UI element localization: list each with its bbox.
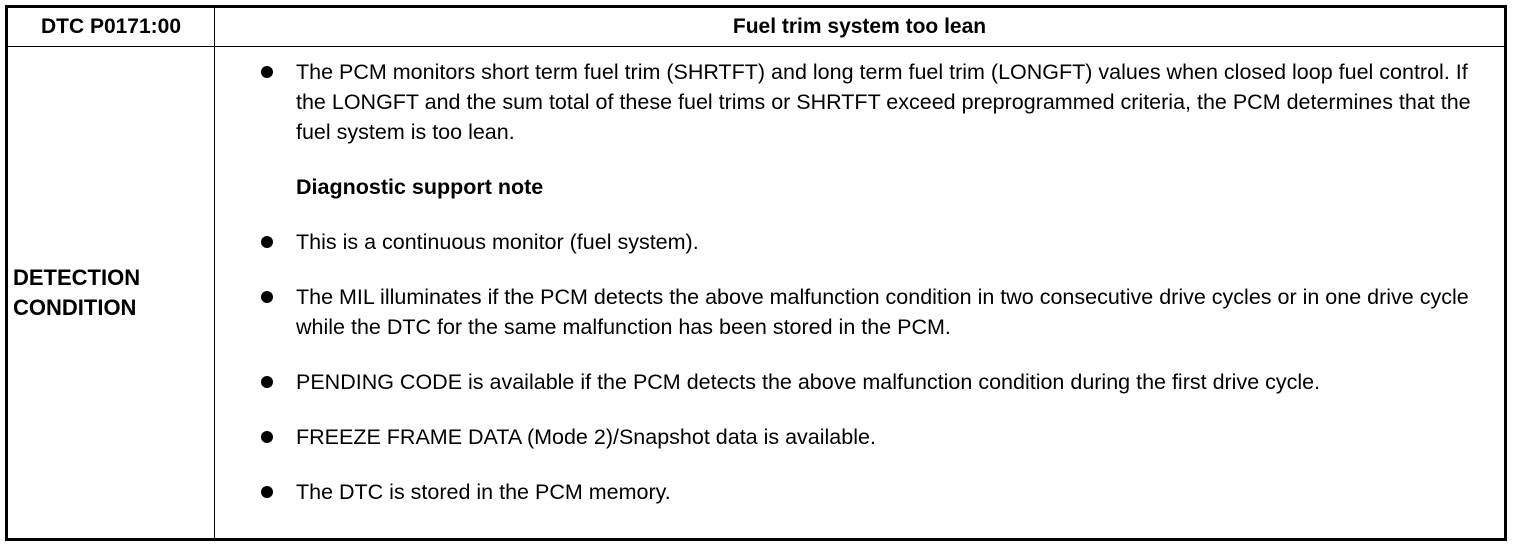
detection-content [215, 47, 1506, 540]
bullet-icon [261, 486, 273, 498]
list-item [296, 57, 1474, 147]
note-heading: Diagnostic support note [296, 175, 544, 199]
content-wrap [215, 47, 1504, 507]
list-item [296, 477, 1474, 507]
list-item-text: The MIL illuminates if the PCM detects the above malfunction condition in two consecutive drive cycles or in one drive cycle while the DTC for the same malfunction has been stored in the PCM. [296, 285, 1469, 339]
list-item [296, 422, 1474, 452]
list-item-text: The PCM monitors short term fuel trim (SHRTFT) and long term fuel trim (LONGFT) values when closed loop fuel control. If the LONGFT and the sum total of these fuel trims or SHRTFT exceed preprogrammed criteria, the PCM determines that the fuel system is too lean. [296, 60, 1471, 144]
section-label-line1: DETECTION [13, 264, 141, 290]
header-row [7, 7, 1506, 47]
bullet-icon [261, 431, 273, 443]
list-item-text: PENDING CODE is available if the PCM detects the above malfunction condition during the first drive cycle. [296, 370, 1321, 394]
detection-row [7, 47, 1506, 540]
bullet-icon [261, 66, 273, 78]
list-item [296, 367, 1474, 397]
section-label-line2: CONDITION [13, 294, 137, 320]
bullet-icon [261, 291, 273, 303]
list-item [296, 282, 1474, 342]
dtc-code: DTC P0171:00 [7, 7, 215, 47]
list-item [296, 227, 1474, 257]
dtc-table [5, 5, 1507, 541]
list-item-text: FREEZE FRAME DATA (Mode 2)/Snapshot data is available. [296, 425, 876, 449]
section-label [7, 47, 215, 540]
list-item-text: The DTC is stored in the PCM memory. [296, 480, 671, 504]
dtc-title: Fuel trim system too lean [215, 7, 1506, 47]
bullet-icon [261, 376, 273, 388]
bullet-icon [261, 236, 273, 248]
list-item-text: This is a continuous monitor (fuel system). [296, 230, 699, 254]
